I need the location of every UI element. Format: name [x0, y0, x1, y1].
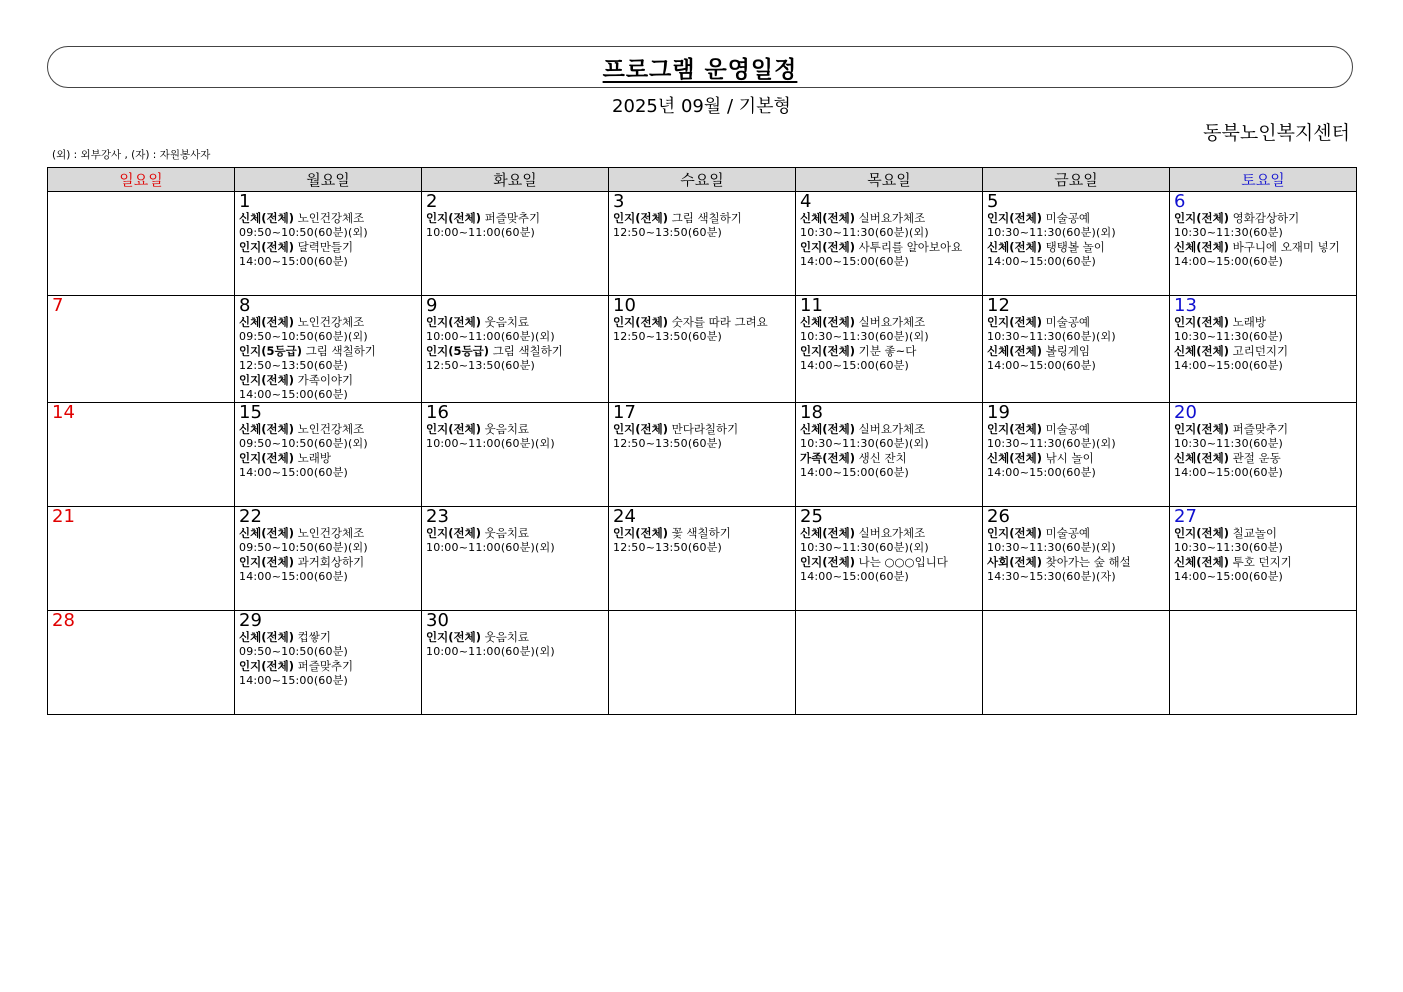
- program-time: 10:30~11:30(60분)(외): [800, 540, 929, 554]
- weekday-header-thu: 목요일: [796, 168, 983, 192]
- program-title: [1174, 451, 1352, 466]
- program-title: [426, 630, 604, 645]
- program-name: 실버요가체조: [858, 315, 926, 329]
- legend-note: (외) : 외부강사 , (자) : 자원봉사자: [52, 149, 211, 161]
- weekday-header-wed: 수요일: [609, 168, 796, 192]
- program-time: 10:30~11:30(60분)(외): [800, 225, 929, 239]
- day-cell: [48, 507, 235, 611]
- day-cell: [796, 296, 983, 403]
- weekday-header-row: [48, 168, 1357, 192]
- program-title: [1174, 422, 1352, 437]
- program-category: 신체(전체): [239, 630, 294, 644]
- program-time: 10:30~11:30(60분)(외): [987, 225, 1116, 239]
- program-name: 탱탱볼 놀이: [1045, 240, 1105, 254]
- day-cell: [609, 296, 796, 403]
- program-category: 신체(전체): [987, 451, 1042, 465]
- program-title: [800, 526, 978, 541]
- program-time: 09:50~10:50(60분)(외): [239, 225, 368, 239]
- program-category: 인지(전체): [613, 422, 668, 436]
- program-time: 14:00~15:00(60분): [239, 254, 349, 268]
- program-time: 10:30~11:30(60분): [1174, 436, 1284, 450]
- program-time: 14:00~15:00(60분): [1174, 465, 1284, 479]
- day-cell: [422, 403, 609, 507]
- program-time: 10:00~11:00(60분)(외): [426, 644, 555, 658]
- program-name: 바구니에 오재미 넣기: [1232, 240, 1340, 254]
- day-number: 25: [800, 506, 823, 527]
- day-number: 18: [800, 402, 823, 423]
- day-number: 3: [613, 191, 625, 212]
- program-title: [800, 211, 978, 226]
- day-cell: [1170, 611, 1357, 715]
- day-number: 5: [987, 191, 999, 212]
- program-time: 12:50~13:50(60분): [613, 436, 723, 450]
- program-name: 만다라칠하기: [671, 422, 739, 436]
- program-category: 사회(전체): [987, 555, 1042, 569]
- program-name: 노래방: [1232, 315, 1266, 329]
- program-name: 미술공예: [1045, 315, 1091, 329]
- program-category: 인지(전체): [426, 315, 481, 329]
- day-number: 12: [987, 295, 1010, 316]
- program-name: 사투리를 알아보아요: [858, 240, 963, 254]
- program-name: 가족이야기: [297, 373, 354, 387]
- program-name: 그림 색칠하기: [305, 344, 376, 358]
- program-name: 기분 좋~다: [858, 344, 917, 358]
- program-name: 컵쌓기: [297, 630, 331, 644]
- program-name: 달력만들기: [297, 240, 354, 254]
- program-title: [239, 526, 417, 541]
- program-name: 미술공예: [1045, 422, 1091, 436]
- program-name: 숫자를 따라 그려요: [671, 315, 768, 329]
- day-cell: [983, 403, 1170, 507]
- title-banner: [47, 46, 1353, 88]
- day-number: 27: [1174, 506, 1197, 527]
- day-cell: [235, 611, 422, 715]
- program-time: 10:30~11:30(60분): [1174, 329, 1284, 343]
- program-name: 낚시 놀이: [1045, 451, 1094, 465]
- program-name: 노인건강체조: [297, 315, 365, 329]
- program-time: 09:50~10:50(60분)(외): [239, 540, 368, 554]
- program-title: [800, 240, 978, 255]
- day-cell: [983, 296, 1170, 403]
- program-title: [239, 555, 417, 570]
- program-time: 09:50~10:50(60분)(외): [239, 329, 368, 343]
- program-category: 신체(전체): [800, 211, 855, 225]
- program-title: [613, 526, 791, 541]
- program-time: 14:00~15:00(60분): [800, 358, 910, 372]
- program-name: 영화감상하기: [1232, 211, 1300, 225]
- program-category: 인지(5등급): [239, 344, 302, 358]
- program-name: 그림 색칠하기: [671, 211, 742, 225]
- program-title: [987, 526, 1165, 541]
- program-category: 인지(전체): [426, 526, 481, 540]
- program-category: 인지(전체): [613, 315, 668, 329]
- program-title: [1174, 240, 1352, 255]
- weekday-header-fri: 금요일: [983, 168, 1170, 192]
- program-category: 인지(5등급): [426, 344, 489, 358]
- program-name: 칠교놀이: [1232, 526, 1278, 540]
- day-cell: [422, 507, 609, 611]
- program-time: 10:00~11:00(60분)(외): [426, 540, 555, 554]
- program-title: [800, 451, 978, 466]
- program-title: [987, 451, 1165, 466]
- program-time: 14:00~15:00(60분): [239, 673, 349, 687]
- program-name: 웃음치료: [484, 630, 530, 644]
- day-cell: [796, 611, 983, 715]
- program-category: 인지(전체): [1174, 315, 1229, 329]
- program-title: [1174, 315, 1352, 330]
- day-number: 29: [239, 610, 262, 631]
- day-number: 9: [426, 295, 438, 316]
- program-time: 14:00~15:00(60분): [800, 569, 910, 583]
- program-title: [426, 211, 604, 226]
- calendar-table: [47, 167, 1357, 715]
- day-number: 10: [613, 295, 636, 316]
- program-title: [987, 422, 1165, 437]
- program-time: 12:50~13:50(60분): [426, 358, 536, 372]
- program-time: 14:00~15:00(60분): [1174, 569, 1284, 583]
- program-name: 그림 색칠하기: [492, 344, 563, 358]
- program-name: 찾아가는 숲 해설: [1045, 555, 1131, 569]
- program-time: 09:50~10:50(60분): [239, 644, 349, 658]
- program-time: 14:00~15:00(60분): [987, 358, 1097, 372]
- day-number: 30: [426, 610, 449, 631]
- program-time: 14:00~15:00(60분): [987, 254, 1097, 268]
- program-category: 신체(전체): [1174, 240, 1229, 254]
- day-cell: [983, 611, 1170, 715]
- program-name: 실버요가체조: [858, 526, 926, 540]
- day-cell: [609, 403, 796, 507]
- program-title: [800, 315, 978, 330]
- program-category: 신체(전체): [239, 422, 294, 436]
- day-cell: [983, 192, 1170, 296]
- program-time: 12:50~13:50(60분): [613, 225, 723, 239]
- weekday-header-sat: 토요일: [1170, 168, 1357, 192]
- program-title: [426, 315, 604, 330]
- program-name: 고리던지기: [1232, 344, 1289, 358]
- program-title: [613, 422, 791, 437]
- day-cell: [48, 611, 235, 715]
- program-category: 인지(전체): [987, 526, 1042, 540]
- day-number: 11: [800, 295, 823, 316]
- program-name: 미술공예: [1045, 526, 1091, 540]
- day-cell: [796, 403, 983, 507]
- program-category: 가족(전체): [800, 451, 855, 465]
- program-title: [613, 211, 791, 226]
- program-name: 볼링게임: [1045, 344, 1091, 358]
- day-cell: [983, 507, 1170, 611]
- program-time: 10:30~11:30(60분)(외): [800, 436, 929, 450]
- program-title: [239, 659, 417, 674]
- program-time: 10:30~11:30(60분)(외): [987, 329, 1116, 343]
- organization-name: 동북노인복지센터: [1203, 122, 1350, 144]
- program-category: 신체(전체): [987, 240, 1042, 254]
- day-cell: [422, 611, 609, 715]
- program-title: [239, 373, 417, 388]
- day-cell: [422, 192, 609, 296]
- program-name: 실버요가체조: [858, 422, 926, 436]
- program-category: 인지(전체): [613, 526, 668, 540]
- day-number: 21: [52, 506, 75, 527]
- day-cell: [1170, 192, 1357, 296]
- day-number: 15: [239, 402, 262, 423]
- program-time: 14:30~15:30(60분)(자): [987, 569, 1116, 583]
- program-name: 노인건강체조: [297, 211, 365, 225]
- program-name: 노래방: [297, 451, 331, 465]
- program-name: 생신 잔치: [858, 451, 907, 465]
- program-category: 신체(전체): [1174, 344, 1229, 358]
- day-cell: [1170, 296, 1357, 403]
- day-cell: [609, 192, 796, 296]
- program-title: [426, 422, 604, 437]
- program-time: 10:00~11:00(60분)(외): [426, 436, 555, 450]
- program-time: 12:50~13:50(60분): [239, 358, 349, 372]
- program-name: 퍼즐맞추기: [297, 659, 354, 673]
- program-category: 인지(전체): [1174, 526, 1229, 540]
- program-title: [1174, 344, 1352, 359]
- program-title: [1174, 211, 1352, 226]
- program-title: [239, 451, 417, 466]
- program-name: 과거회상하기: [297, 555, 365, 569]
- program-title: [987, 555, 1165, 570]
- program-time: 12:50~13:50(60분): [613, 329, 723, 343]
- program-time: 14:00~15:00(60분): [239, 465, 349, 479]
- program-category: 신체(전체): [1174, 555, 1229, 569]
- program-name: 웃음치료: [484, 526, 530, 540]
- program-category: 인지(전체): [239, 373, 294, 387]
- program-title: [1174, 526, 1352, 541]
- program-time: 14:00~15:00(60분): [1174, 254, 1284, 268]
- program-time: 10:30~11:30(60분): [1174, 225, 1284, 239]
- schedule-subtitle: 2025년 09월 / 기본형: [612, 96, 791, 117]
- day-cell: [48, 192, 235, 296]
- program-name: 퍼즐맞추기: [484, 211, 541, 225]
- day-cell: [235, 296, 422, 403]
- day-number: 22: [239, 506, 262, 527]
- day-number: 28: [52, 610, 75, 631]
- program-category: 신체(전체): [239, 315, 294, 329]
- day-number: 8: [239, 295, 251, 316]
- program-category: 인지(전체): [239, 240, 294, 254]
- day-number: 13: [1174, 295, 1197, 316]
- program-time: 12:50~13:50(60분): [613, 540, 723, 554]
- day-number: 24: [613, 506, 636, 527]
- weekday-header-sun: 일요일: [48, 168, 235, 192]
- day-number: 16: [426, 402, 449, 423]
- program-time: 10:00~11:00(60분)(외): [426, 329, 555, 343]
- program-time: 10:30~11:30(60분)(외): [987, 540, 1116, 554]
- weekday-header-mon: 월요일: [235, 168, 422, 192]
- program-category: 인지(전체): [426, 630, 481, 644]
- day-cell: [609, 507, 796, 611]
- day-number: 7: [52, 295, 64, 316]
- program-name: 노인건강체조: [297, 526, 365, 540]
- page-title: 프로그램 운영일정: [602, 56, 798, 83]
- program-category: 인지(전체): [800, 344, 855, 358]
- program-category: 신체(전체): [800, 315, 855, 329]
- program-time: 10:30~11:30(60분)(외): [800, 329, 929, 343]
- day-cell: [48, 296, 235, 403]
- program-title: [239, 240, 417, 255]
- program-name: 실버요가체조: [858, 211, 926, 225]
- program-title: [426, 344, 604, 359]
- day-number: 19: [987, 402, 1010, 423]
- program-category: 인지(전체): [987, 315, 1042, 329]
- program-name: 노인건강체조: [297, 422, 365, 436]
- program-time: 14:00~15:00(60분): [800, 465, 910, 479]
- weekday-header-tue: 화요일: [422, 168, 609, 192]
- day-number: 2: [426, 191, 438, 212]
- program-title: [239, 630, 417, 645]
- program-category: 신체(전체): [800, 422, 855, 436]
- program-time: 10:30~11:30(60분): [1174, 540, 1284, 554]
- program-title: [239, 315, 417, 330]
- program-category: 신체(전체): [239, 211, 294, 225]
- program-time: 14:00~15:00(60분): [239, 569, 349, 583]
- program-category: 인지(전체): [987, 422, 1042, 436]
- week-row: [48, 296, 1357, 403]
- day-cell: [1170, 507, 1357, 611]
- program-time: 14:00~15:00(60분): [239, 387, 349, 401]
- program-category: 인지(전체): [800, 555, 855, 569]
- day-cell: [796, 192, 983, 296]
- program-category: 인지(전체): [1174, 211, 1229, 225]
- program-category: 신체(전체): [1174, 451, 1229, 465]
- program-category: 인지(전체): [239, 659, 294, 673]
- program-time: 14:00~15:00(60분): [800, 254, 910, 268]
- program-title: [239, 211, 417, 226]
- program-category: 인지(전체): [426, 422, 481, 436]
- program-name: 웃음치료: [484, 315, 530, 329]
- day-cell: [1170, 403, 1357, 507]
- program-title: [1174, 555, 1352, 570]
- program-category: 신체(전체): [800, 526, 855, 540]
- day-number: 6: [1174, 191, 1186, 212]
- day-number: 1: [239, 191, 251, 212]
- week-row: [48, 403, 1357, 507]
- program-title: [800, 555, 978, 570]
- program-time: 14:00~15:00(60분): [1174, 358, 1284, 372]
- day-cell: [235, 403, 422, 507]
- day-cell: [235, 192, 422, 296]
- program-category: 신체(전체): [987, 344, 1042, 358]
- week-row: [48, 611, 1357, 715]
- day-number: 4: [800, 191, 812, 212]
- program-time: 10:00~11:00(60분): [426, 225, 536, 239]
- day-cell: [235, 507, 422, 611]
- day-cell: [48, 403, 235, 507]
- day-cell: [422, 296, 609, 403]
- program-title: [800, 422, 978, 437]
- day-number: 14: [52, 402, 75, 423]
- week-row: [48, 507, 1357, 611]
- program-category: 인지(전체): [613, 211, 668, 225]
- program-title: [987, 240, 1165, 255]
- program-category: 인지(전체): [987, 211, 1042, 225]
- program-time: 10:30~11:30(60분)(외): [987, 436, 1116, 450]
- program-name: 나는 ○○○입니다: [858, 555, 948, 569]
- program-title: [239, 422, 417, 437]
- program-title: [800, 344, 978, 359]
- day-number: 26: [987, 506, 1010, 527]
- program-name: 퍼즐맞추기: [1232, 422, 1289, 436]
- program-title: [987, 344, 1165, 359]
- program-name: 꽃 색칠하기: [671, 526, 731, 540]
- program-name: 미술공예: [1045, 211, 1091, 225]
- program-time: 14:00~15:00(60분): [987, 465, 1097, 479]
- program-name: 관절 운동: [1232, 451, 1281, 465]
- program-name: 웃음치료: [484, 422, 530, 436]
- week-row: [48, 192, 1357, 296]
- program-title: [613, 315, 791, 330]
- program-title: [987, 211, 1165, 226]
- day-number: 23: [426, 506, 449, 527]
- day-cell: [609, 611, 796, 715]
- program-category: 인지(전체): [1174, 422, 1229, 436]
- program-category: 인지(전체): [239, 451, 294, 465]
- program-name: 투호 던지기: [1232, 555, 1292, 569]
- day-cell: [796, 507, 983, 611]
- day-number: 20: [1174, 402, 1197, 423]
- program-category: 인지(전체): [426, 211, 481, 225]
- program-title: [426, 526, 604, 541]
- program-category: 인지(전체): [239, 555, 294, 569]
- program-category: 인지(전체): [800, 240, 855, 254]
- program-category: 신체(전체): [239, 526, 294, 540]
- day-number: 17: [613, 402, 636, 423]
- program-title: [987, 315, 1165, 330]
- program-title: [239, 344, 417, 359]
- program-time: 09:50~10:50(60분)(외): [239, 436, 368, 450]
